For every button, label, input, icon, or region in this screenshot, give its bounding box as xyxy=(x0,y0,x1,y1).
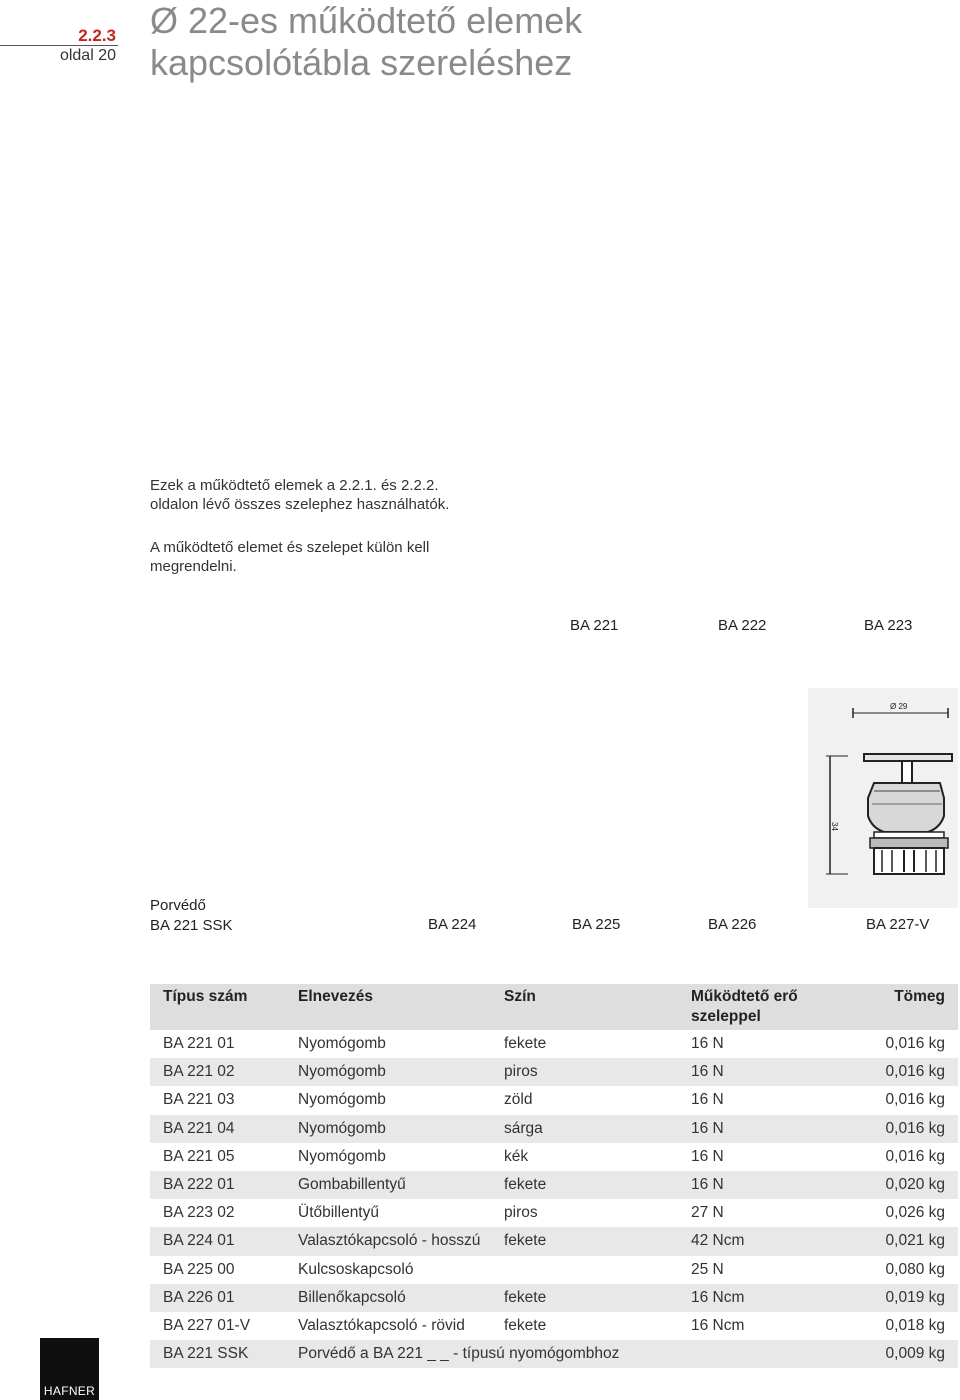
cell-type: BA 225 00 xyxy=(163,1260,235,1278)
table-row xyxy=(150,1086,958,1114)
cell-type: BA 221 01 xyxy=(163,1035,235,1053)
table-row xyxy=(150,1284,958,1312)
cell-force: 16 N xyxy=(691,1063,724,1081)
cell-color: kék xyxy=(504,1147,529,1165)
brand-text: HAFNER xyxy=(43,1384,96,1398)
column-header-type: Típus szám xyxy=(163,988,248,1005)
cell-type: BA 227 01-V xyxy=(163,1316,251,1334)
intro-text: oldalon lévő összes szelephez használhatók. xyxy=(150,496,450,513)
cell-name: Gombabillentyű xyxy=(298,1176,406,1194)
cell-weight: 0,016 kg xyxy=(885,1119,945,1137)
table-row xyxy=(150,1256,958,1284)
cell-color: sárga xyxy=(504,1119,543,1137)
table-row xyxy=(150,1058,958,1086)
cell-color: fekete xyxy=(504,1176,547,1194)
intro-paragraph-2 xyxy=(150,538,470,576)
product-table xyxy=(150,984,958,1368)
column-header-name: Elnevezés xyxy=(298,988,373,1005)
table-row xyxy=(150,1115,958,1143)
cell-color: fekete xyxy=(504,1232,547,1250)
cell-description: Porvédő a BA 221 _ _ - típusú nyomógombhoz xyxy=(298,1345,620,1363)
cell-weight: 0,080 kg xyxy=(885,1260,945,1278)
cell-force: 25 N xyxy=(691,1260,724,1278)
model-label-ba223: BA 223 xyxy=(864,617,913,634)
cell-type: BA 222 01 xyxy=(163,1176,235,1194)
actuator-drawing-svg xyxy=(808,688,958,908)
cell-name: Nyomógomb xyxy=(298,1091,386,1109)
table-row xyxy=(150,1227,958,1255)
cell-type: BA 221 04 xyxy=(163,1119,235,1137)
cell-weight: 0,016 kg xyxy=(885,1035,945,1053)
cell-weight: 0,016 kg xyxy=(885,1091,945,1109)
cell-color: piros xyxy=(504,1204,538,1222)
table-row xyxy=(150,1143,958,1171)
cell-force: 16 N xyxy=(691,1091,724,1109)
cell-type: BA 221 02 xyxy=(163,1063,235,1081)
model-label-ba225: BA 225 xyxy=(572,916,621,933)
cell-force: 16 N xyxy=(691,1035,724,1053)
column-header-color: Szín xyxy=(504,988,536,1005)
header-divider xyxy=(0,45,118,46)
cell-name: Valasztókapcsoló - rövid xyxy=(298,1316,465,1334)
cell-type: BA 226 01 xyxy=(163,1288,235,1306)
cell-color: piros xyxy=(504,1063,538,1081)
cell-color: fekete xyxy=(504,1288,547,1306)
intro-paragraph-1 xyxy=(150,476,470,514)
diameter-label: Ø 29 xyxy=(890,702,908,711)
cell-force: 16 Ncm xyxy=(691,1288,745,1306)
intro-text: A működtető elemet és szelepet külön kell xyxy=(150,539,430,556)
page-title xyxy=(150,0,582,84)
cell-weight: 0,016 kg xyxy=(885,1063,945,1081)
title-line-2: kapcsolótábla szereléshez xyxy=(150,42,573,83)
product-table-grid xyxy=(150,984,958,1368)
intro-text: megrendelni. xyxy=(150,558,237,575)
model-label-ba226: BA 226 xyxy=(708,916,757,933)
cell-name: Ütőbillentyű xyxy=(298,1204,379,1222)
cell-color: zöld xyxy=(504,1091,533,1109)
model-label-line: Porvédő xyxy=(150,897,206,914)
column-header-weight: Tömeg xyxy=(894,988,945,1005)
cell-weight: 0,026 kg xyxy=(885,1204,945,1222)
section-number: 2.2.3 xyxy=(78,26,116,45)
cell-force: 16 N xyxy=(691,1176,724,1194)
cell-weight: 0,018 kg xyxy=(885,1316,945,1334)
cell-type: BA 221 03 xyxy=(163,1091,235,1109)
model-label-ba224: BA 224 xyxy=(428,916,477,933)
model-label-ba222: BA 222 xyxy=(718,617,767,634)
column-header-force-line: szeleppel xyxy=(691,1008,761,1025)
cell-name: Nyomógomb xyxy=(298,1119,386,1137)
cell-type: BA 223 02 xyxy=(163,1204,235,1222)
cell-weight: 0,019 kg xyxy=(885,1288,945,1306)
table-row xyxy=(150,1340,958,1368)
cell-name: Kulcsoskapcsoló xyxy=(298,1260,414,1278)
model-label-ba227v: BA 227-V xyxy=(866,916,930,933)
table-header-row xyxy=(150,984,958,1030)
model-label-ba221-ssk xyxy=(150,896,233,936)
title-line-1: Ø 22-es működtető elemek xyxy=(150,0,583,41)
table-row xyxy=(150,1312,958,1340)
cell-force: 42 Ncm xyxy=(691,1232,745,1250)
table-row xyxy=(150,1199,958,1227)
cell-type: BA 221 SSK xyxy=(163,1345,249,1363)
cell-force: 16 N xyxy=(691,1147,724,1165)
height-label: 34 xyxy=(830,822,839,831)
page-number: oldal 20 xyxy=(59,47,116,64)
cell-name: Nyomógomb xyxy=(298,1063,386,1081)
cell-force: 16 Ncm xyxy=(691,1316,745,1334)
column-header-force xyxy=(678,984,853,1030)
cell-type: BA 224 01 xyxy=(163,1232,235,1250)
cell-weight: 0,021 kg xyxy=(885,1232,945,1250)
cell-color: fekete xyxy=(504,1316,547,1334)
cell-force: 27 N xyxy=(691,1204,724,1222)
column-header-force-line: Működtető erő xyxy=(691,988,798,1005)
model-label-line: BA 221 SSK xyxy=(150,917,233,934)
model-label-ba221: BA 221 xyxy=(570,617,619,634)
cell-name: Billenőkapcsoló xyxy=(298,1288,406,1306)
cell-name: Nyomógomb xyxy=(298,1147,386,1165)
cell-name: Valasztókapcsoló - hosszú xyxy=(298,1232,481,1250)
cell-type: BA 221 05 xyxy=(163,1147,235,1165)
cell-color: fekete xyxy=(504,1035,547,1053)
hafner-logo xyxy=(40,1338,99,1400)
table-row xyxy=(150,1171,958,1199)
cell-weight: 0,016 kg xyxy=(885,1147,945,1165)
cell-weight: 0,009 kg xyxy=(885,1345,945,1363)
cell-color xyxy=(491,1256,678,1284)
cell-force: 16 N xyxy=(691,1119,724,1137)
table-row xyxy=(150,1030,958,1058)
dimension-drawing xyxy=(808,688,958,908)
intro-text: Ezek a működtető elemek a 2.2.1. és 2.2.2. xyxy=(150,477,439,494)
cell-weight: 0,020 kg xyxy=(885,1176,945,1194)
cell-name: Nyomógomb xyxy=(298,1035,386,1053)
